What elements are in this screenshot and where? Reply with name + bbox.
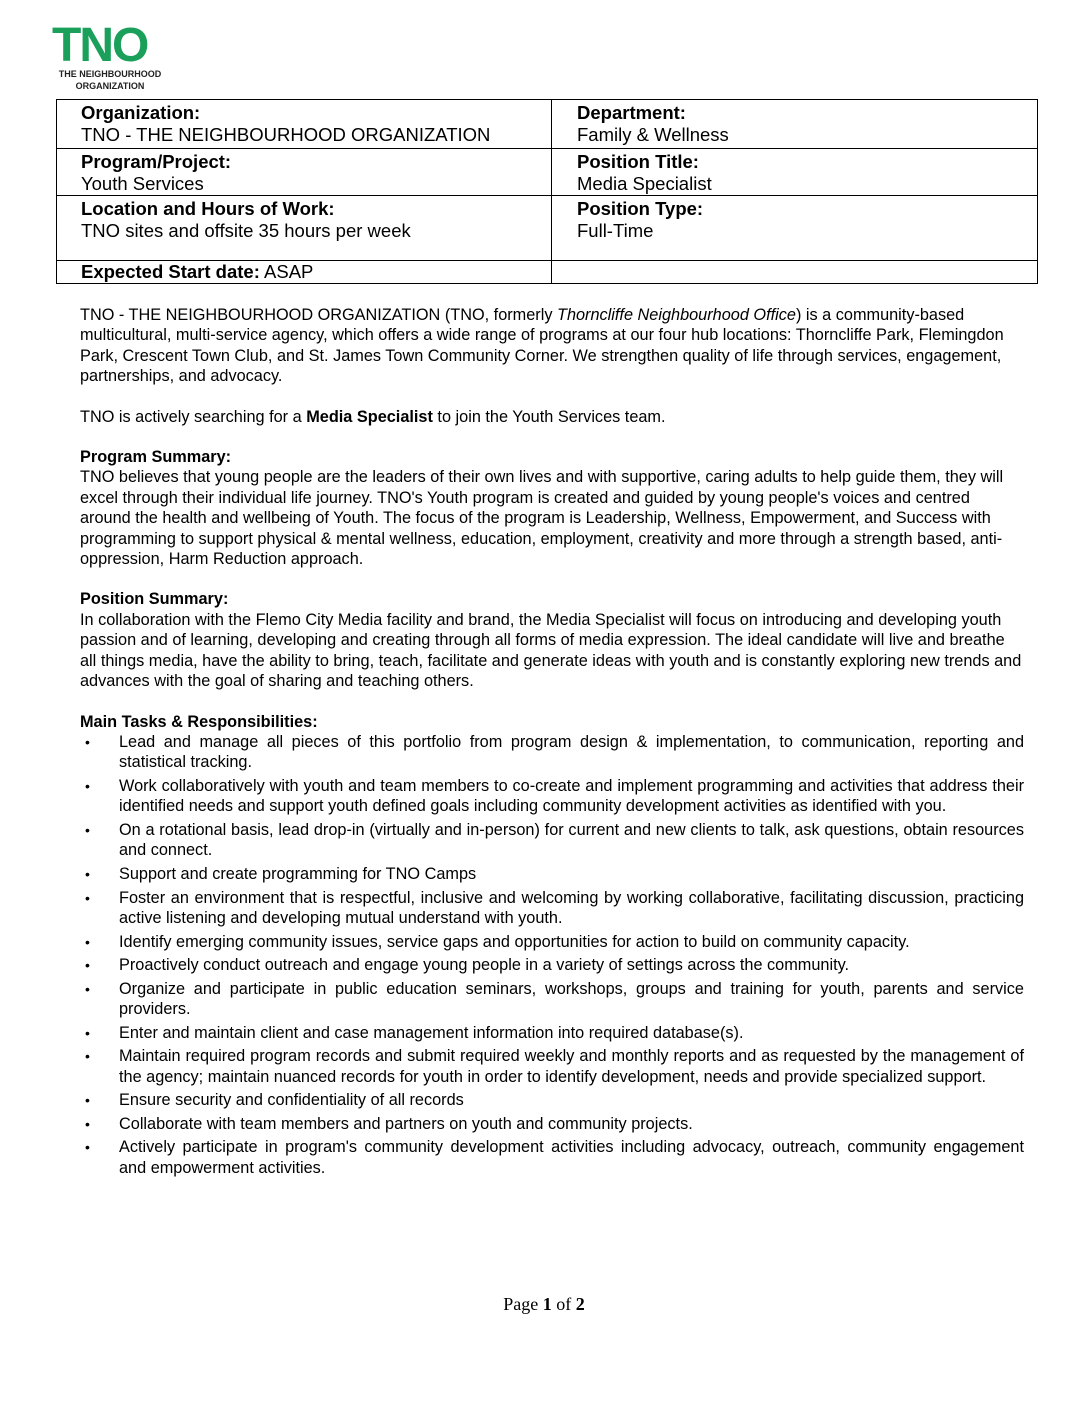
position-title-cell — [552, 149, 1038, 196]
tasks-heading: Main Tasks & Responsibilities: — [80, 712, 318, 731]
department-value: Family & Wellness — [577, 124, 729, 145]
bullet-icon: • — [85, 933, 90, 950]
search-after: to join the Youth Services team. — [432, 407, 666, 426]
page-footer — [0, 1294, 1088, 1315]
logo-letters: TNO — [52, 20, 148, 66]
list-item: • On a rotational basis, lead drop-in (virtually and in-person) for current and new clients to talk, ask questions, obtain resources and connect. — [85, 820, 1024, 860]
search-position: Media Specialist — [306, 407, 433, 426]
search-paragraph — [80, 407, 1024, 427]
program-label: Program/Project: — [81, 151, 232, 172]
bullet-icon: • — [85, 1092, 90, 1109]
list-item: • Identify emerging community issues, service gaps and opportunities for action to build on community capacity. — [85, 932, 910, 951]
of-word: of — [556, 1294, 572, 1314]
list-item: • Work collaboratively with youth and team members to co-create and implement programming and activities that address their identified needs and support youth defined goals including community development activities as identified with you. — [85, 776, 1024, 816]
bullet-icon: • — [85, 980, 90, 997]
position-info-table — [56, 99, 1038, 284]
position-type-value: Full-Time — [577, 220, 654, 241]
list-item: • Enter and maintain client and case management information into required database(s). — [85, 1023, 744, 1042]
logo-swirl — [148, 30, 166, 48]
intro-part-1: TNO - THE NEIGHBOURHOOD ORGANIZATION (TNO, formerly — [80, 306, 557, 324]
list-item: • Lead and manage all pieces of this portfolio from program design & implementation, to communication, reporting and statistical tracking. — [85, 732, 1024, 772]
department-cell — [552, 100, 1038, 149]
program-summary-text: TNO believes that young people are the leaders of their own lives and with supportive, caring adults to help guide them, they will excel through their individual life journey. TNO's Youth program is created and guided by young people's voices and centred around the health and wellbeing of Youth. The focus of the program is Leadership, Wellness, Empowerment, and Success with programming to support physical & mental wellness, education, employment, creativity and more through a strength based, anti-oppression, Harm Reduction approach. — [80, 468, 1004, 569]
position-summary-heading: Position Summary: — [80, 590, 229, 609]
logo-subtitle — [52, 68, 168, 92]
tasks-list — [80, 732, 1024, 1178]
start-date-value: ASAP — [264, 261, 314, 282]
list-item: • Ensure security and confidentiality of all records — [85, 1091, 464, 1110]
list-item: • Collaborate with team members and partners on youth and community projects. — [85, 1114, 693, 1133]
list-item: • Actively participate in program's community development activities including advocacy, outreach, community engagement and empowerment activities. — [85, 1138, 1024, 1177]
program-value: Youth Services — [81, 173, 204, 194]
position-summary-text: In collaboration with the Flemo City Media facility and brand, the Media Specialist will focus on introducing and developing youth passion and of learning, developing and creating through all forms of media expression. The ideal candidate will live and breathe all things media, have the ability to bring, teach, facilitate and generate ideas with youth and is constantly exploring new trends and advances with the goal of sharing and teaching others. — [80, 610, 1022, 691]
position-title-value: Media Specialist — [577, 173, 712, 194]
position-title-label: Position Title: — [577, 151, 699, 172]
intro-part-2: ) is a community-based multicultural, multi-service agency, which offers a wide range of programs at our four hub locations: Thorncliffe Park, Flemingdon Park, Crescent Town Club, and St. James Town Community Corner. We strengthen quality of life through services, engagement, partnerships, and advocacy. — [80, 306, 1004, 386]
bullet-icon: • — [85, 1115, 90, 1132]
bullet-icon: • — [85, 957, 90, 974]
intro-paragraph — [80, 305, 1024, 387]
location-value: TNO sites and offsite 35 hours per week — [81, 220, 411, 241]
position-type-cell — [552, 196, 1038, 261]
intro-former-name: Thorncliffe Neighbourhood Office — [557, 306, 796, 324]
list-item: • Foster an environment that is respectful, inclusive and welcoming by working collaborative, facilitating discussion, practicing active listening and developing mutual understand with youth. — [85, 888, 1024, 927]
bullet-icon: • — [85, 1139, 90, 1156]
bullet-icon: • — [85, 1024, 90, 1041]
page-total: 2 — [575, 1294, 585, 1314]
organization-value: TNO - THE NEIGHBOURHOOD ORGANIZATION — [81, 124, 491, 145]
list-item: • Maintain required program records and submit required weekly and monthly reports and as requested by the management of the agency; maintain nuanced records for youth in order to identify development, needs and provide specialized support. — [85, 1047, 1024, 1086]
search-before: TNO is actively searching for a — [80, 407, 307, 426]
bullet-icon: • — [85, 865, 90, 882]
document-body — [80, 305, 1024, 1181]
organization-label: Organization: — [81, 102, 201, 123]
empty-cell — [552, 261, 1038, 284]
logo-line-2: ORGANIZATION — [75, 81, 145, 91]
start-date-label: Expected Start date: — [81, 261, 260, 282]
organization-cell — [57, 100, 552, 149]
logo-line-1: THE NEIGHBOURHOOD — [58, 69, 162, 79]
bullet-icon: • — [85, 1048, 90, 1065]
bullet-icon: • — [85, 733, 90, 750]
location-cell — [57, 196, 552, 261]
bullet-icon: • — [85, 889, 90, 906]
list-item: • Organize and participate in public education seminars, workshops, groups and training for youth, parents and service providers. — [85, 979, 1024, 1019]
start-date-cell — [57, 261, 552, 284]
position-type-label: Position Type: — [577, 198, 704, 219]
tno-logo — [52, 20, 172, 94]
list-item: • Proactively conduct outreach and engage young people in a variety of settings across the community. — [85, 956, 850, 975]
department-label: Department: — [577, 102, 686, 123]
list-item: • Support and create programming for TNO Camps — [85, 864, 477, 883]
page-number: 1 — [542, 1294, 552, 1314]
page-word: Page — [503, 1294, 539, 1314]
tno-logo-mark — [52, 20, 172, 66]
location-label: Location and Hours of Work: — [81, 198, 335, 219]
bullet-icon: • — [85, 777, 90, 794]
program-cell — [57, 149, 552, 196]
program-summary-heading: Program Summary: — [80, 448, 232, 467]
bullet-icon: • — [85, 821, 90, 838]
